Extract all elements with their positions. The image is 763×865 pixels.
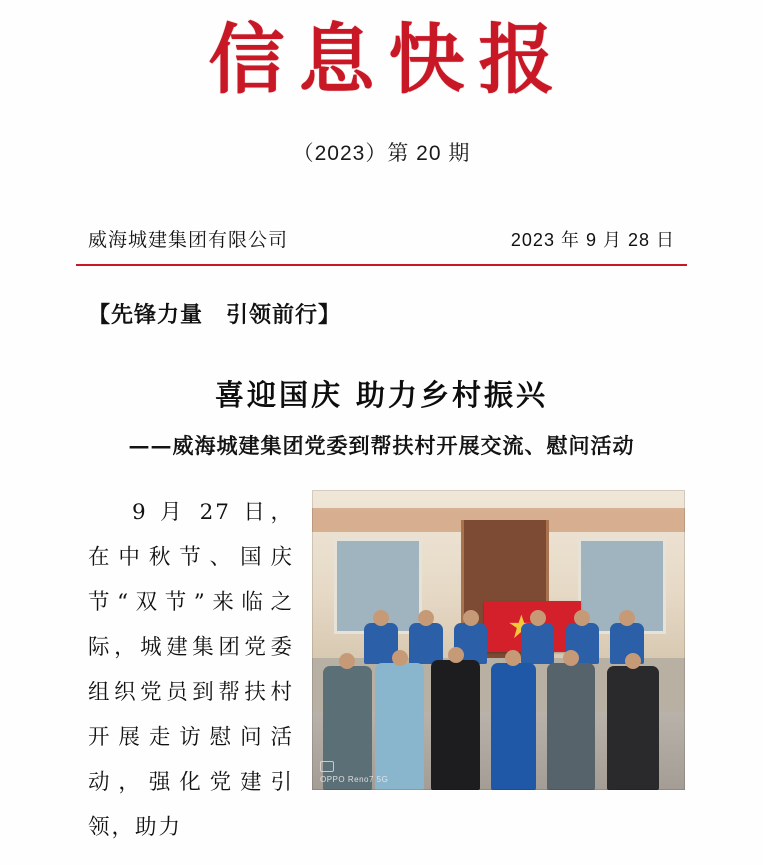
article-body-text [88, 490, 294, 850]
column-heading: 【先锋力量 引领前行】 [88, 302, 342, 329]
article-photo [312, 490, 685, 790]
publisher-name: 威海城建集团有限公司 [88, 230, 289, 252]
photo-frame [312, 490, 685, 790]
article-subtitle: ——威海城建集团党委到帮扶村开展交流、慰问活动 [128, 433, 635, 459]
masthead-title: 信息快报 [208, 15, 569, 104]
header-divider [76, 264, 687, 266]
article-body-block [0, 490, 763, 850]
issue-number: （2023）第 20 期 [292, 142, 471, 166]
article-body-paragraph: 9 月 27 日，在中秋节、国庆节“双节”来临之际，城建集团党委组织党员到帮扶村开展走访慰问活动，强化党建引领，助力 [88, 500, 294, 841]
publication-date: 2023 年 9 月 28 日 [510, 230, 675, 251]
masthead [0, 0, 763, 103]
photo-watermark: OPPO Reno7 5G [320, 775, 389, 785]
publisher-row [0, 225, 763, 252]
article-title: 喜迎国庆 助力乡村振兴 [214, 378, 549, 413]
